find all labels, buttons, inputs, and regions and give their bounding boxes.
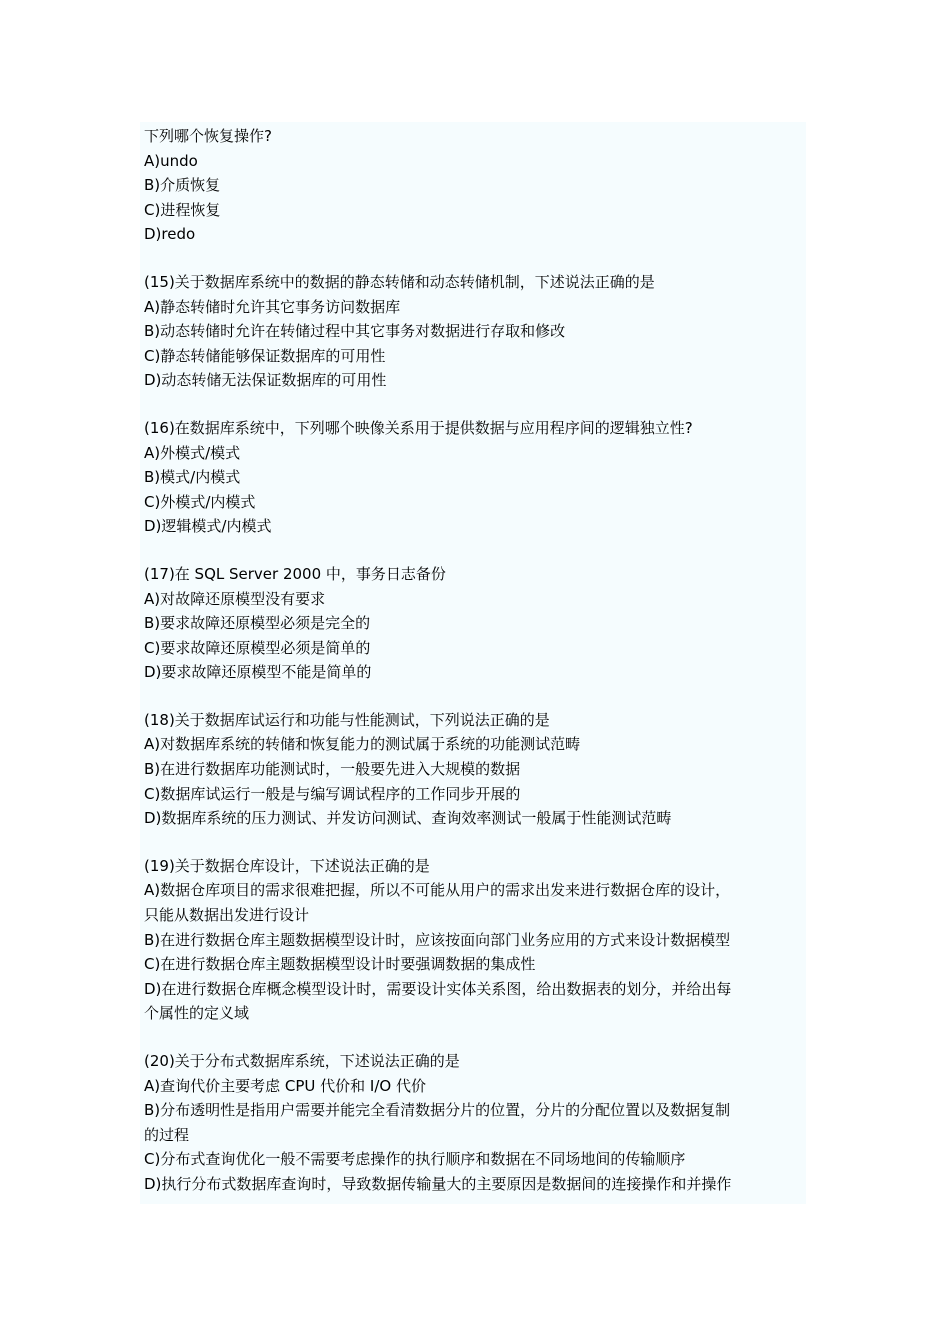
option-b: B)在进行数据仓库主题数据模型设计时，应该按面向部门业务应用的方式来设计数据模型 [144,930,731,949]
question-17 [144,562,806,685]
option-b: B)分布透明性是指用户需要并能完全看清数据分片的位置，分片的分配位置以及数据复制 [144,1101,731,1120]
spacer [144,247,806,270]
option-d-continued: 个属性的定义域 [144,1004,250,1023]
question-stem: (17)在 SQL Server 2000 中，事务日志备份 [144,564,446,583]
spacer [144,685,806,708]
question-15 [144,270,806,393]
question-18 [144,708,806,831]
question-text-block [140,122,806,1204]
question-20 [144,1049,806,1197]
question-stem: (19)关于数据仓库设计，下述说法正确的是 [144,856,430,875]
option-d: D)在进行数据仓库概念模型设计时，需要设计实体关系图，给出数据表的划分，并给出每 [144,979,732,998]
option-c: C)外模式/内模式 [144,492,256,511]
option-b: B)在进行数据库功能测试时，一般要先进入大规模的数据 [144,760,521,779]
option-c: C)进程恢复 [144,200,221,219]
question-stem: 下列哪个恢复操作? [144,127,272,145]
question-stem: (16)在数据库系统中，下列哪个映像关系用于提供数据与应用程序间的逻辑独立性? [144,418,693,437]
option-b: B)介质恢复 [144,176,221,195]
option-d: D)数据库系统的压力测试、并发访问测试、查询效率测试一般属于性能测试范畴 [144,809,672,828]
spacer [144,831,806,854]
option-d: D)动态转储无法保证数据库的可用性 [144,371,387,390]
option-c: C)要求故障还原模型必须是简单的 [144,638,371,657]
option-c: C)分布式查询优化一般不需要考虑操作的执行顺序和数据在不同场地间的传输顺序 [144,1150,686,1169]
option-a: A)undo [144,151,198,170]
question-19 [144,854,806,1026]
option-c: C)静态转储能够保证数据库的可用性 [144,346,386,365]
option-b: B)动态转储时允许在转储过程中其它事务对数据进行存取和修改 [144,322,566,341]
option-a: A)外模式/模式 [144,443,241,462]
option-a: A)数据仓库项目的需求很难把握，所以不可能从用户的需求出发来进行数据仓库的设计， [144,881,731,900]
option-c: C)数据库试运行一般是与编写调试程序的工作同步开展的 [144,784,521,803]
option-a: A)对故障还原模型没有要求 [144,589,326,608]
spacer [144,1026,806,1049]
option-d: D)执行分布式数据库查询时，导致数据传输量大的主要原因是数据间的连接操作和并操作 [144,1174,732,1193]
question-intro [144,124,806,247]
option-c: C)在进行数据仓库主题数据模型设计时要强调数据的集成性 [144,955,536,974]
question-16 [144,416,806,539]
option-b-continued: 的过程 [144,1125,190,1144]
option-a: A)查询代价主要考虑 CPU 代价和 I/O 代价 [144,1076,426,1095]
option-b: B)要求故障还原模型必须是完全的 [144,614,371,633]
option-a-continued: 只能从数据出发进行设计 [144,906,310,925]
question-stem: (15)关于数据库系统中的数据的静态转储和动态转储机制，下述说法正确的是 [144,272,655,291]
question-stem: (20)关于分布式数据库系统，下述说法正确的是 [144,1052,460,1070]
option-b: B)模式/内模式 [144,468,241,487]
question-stem: (18)关于数据库试运行和功能与性能测试，下列说法正确的是 [144,710,550,729]
spacer [144,539,806,562]
spacer [144,393,806,416]
option-d: D)要求故障还原模型不能是简单的 [144,663,372,682]
option-a: A)对数据库系统的转储和恢复能力的测试属于系统的功能测试范畴 [144,735,581,754]
option-a: A)静态转储时允许其它事务访问数据库 [144,297,401,316]
option-d: D)逻辑模式/内模式 [144,517,272,536]
option-d: D)redo [144,225,196,244]
